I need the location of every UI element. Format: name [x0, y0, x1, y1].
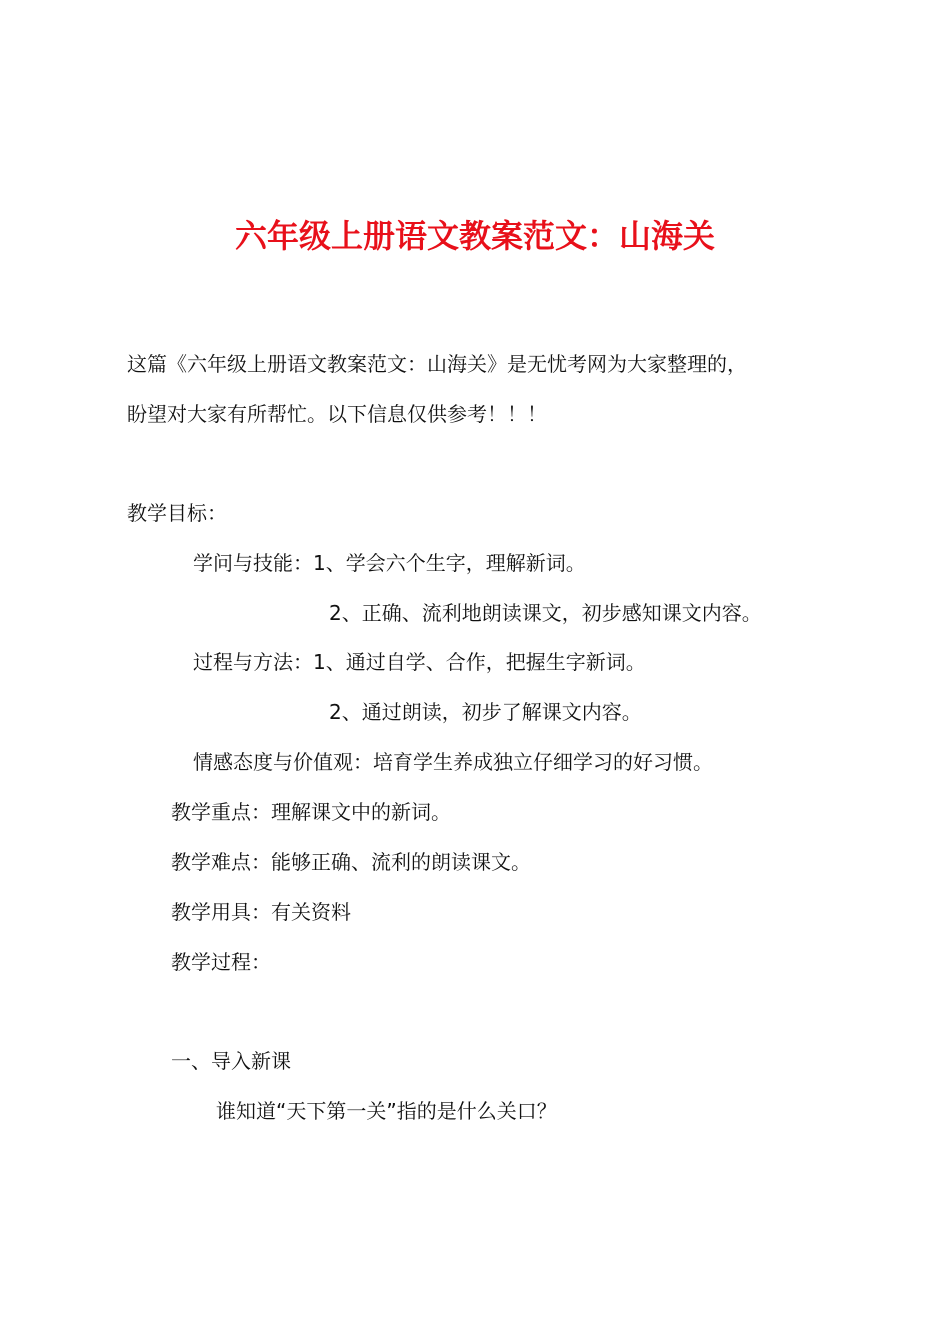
objectives-heading: 教学目标： [127, 501, 227, 525]
objective-knowledge-1: 学问与技能：1、学会六个生字，理解新词。 [193, 551, 586, 575]
document-title: 六年级上册语文教案范文：山海关 [234, 217, 715, 255]
intro-line-1: 这篇《六年级上册语文教案范文：山海关》是无忧考网为大家整理的， [127, 352, 747, 376]
objective-emotion: 情感态度与价值观：培育学生养成独立仔细学习的好习惯。 [193, 750, 713, 774]
process-heading: 教学过程： [171, 950, 271, 974]
section-1-question: 谁知道“天下第一关”指的是什么关口？ [216, 1099, 557, 1123]
intro-line-2: 盼望对大家有所帮忙。以下信息仅供参考！！！ [127, 402, 547, 426]
objective-knowledge-2: 2、正确、流利地朗读课文，初步感知课文内容。 [329, 601, 762, 625]
difficulty: 教学难点：能够正确、流利的朗读课文。 [171, 850, 531, 874]
objective-process-1: 过程与方法：1、通过自学、合作，把握生字新词。 [193, 650, 646, 674]
objective-process-2: 2、通过朗读，初步了解课文内容。 [329, 700, 642, 724]
teaching-tools: 教学用具：有关资料 [171, 900, 351, 924]
section-1-heading: 一、导入新课 [171, 1049, 291, 1073]
key-point: 教学重点：理解课文中的新词。 [171, 800, 451, 824]
